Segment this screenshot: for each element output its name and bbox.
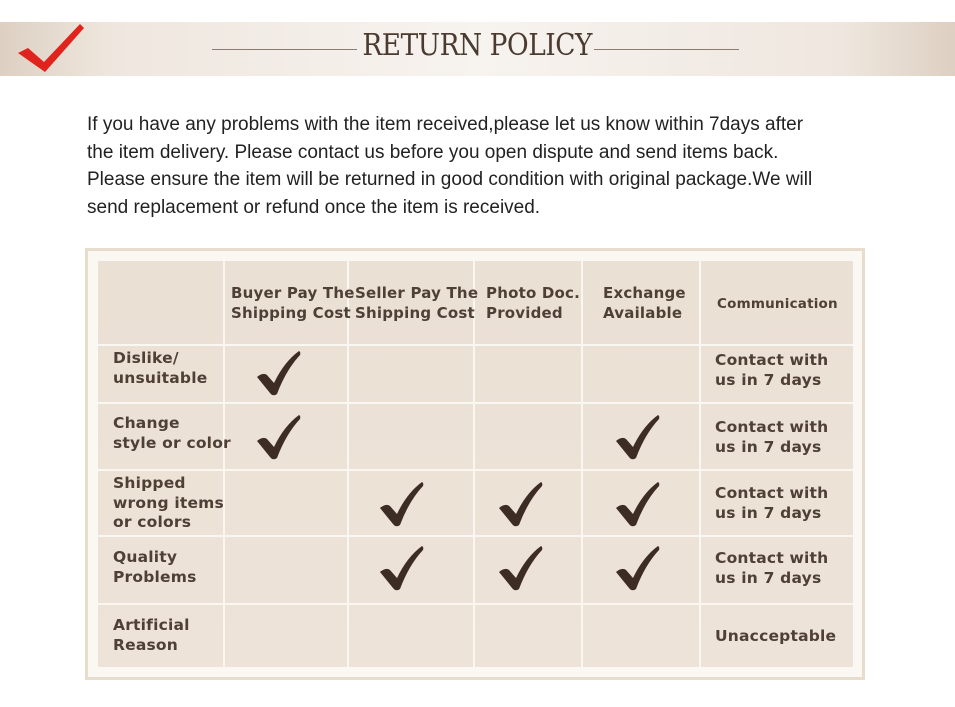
row-communication: Contact with us in 7 days xyxy=(715,351,829,389)
checkmark-icon xyxy=(255,414,305,464)
row-divider xyxy=(98,535,853,537)
row-label-artificial: Artificial Reason xyxy=(113,616,190,654)
checkmark-icon xyxy=(614,545,664,595)
row-communication: Contact with us in 7 days xyxy=(715,418,829,456)
column-divider xyxy=(223,261,225,667)
row-divider xyxy=(98,603,853,605)
row-label-dislike: Dislike/ unsuitable xyxy=(113,349,208,387)
row-label-quality: Quality Problems xyxy=(113,548,197,586)
column-header-communication: Communication xyxy=(717,296,838,312)
column-divider xyxy=(699,261,701,667)
column-header-seller-pay-shipping: Seller Pay The Shipping Cost xyxy=(355,284,479,322)
column-divider xyxy=(581,261,583,667)
checkmark-icon xyxy=(614,414,664,464)
intro-paragraph: If you have any problems with the item received,please let us know within 7days after the item delivery. Please contact us before you open dispute and send items back. Please ensure the item will be returned in good condition with original package.We will send replacement or refund once the item is received. xyxy=(87,114,813,219)
column-header-buyer-pay-shipping: Buyer Pay The Shipping Cost xyxy=(231,284,355,322)
row-label-change-style: Change style or color xyxy=(113,414,231,452)
checkmark-icon xyxy=(378,545,428,595)
row-communication: Contact with us in 7 days xyxy=(715,484,829,522)
row-divider xyxy=(98,469,853,471)
page-title: RETURN POLICY xyxy=(362,28,593,63)
row-divider xyxy=(98,344,853,346)
row-label-wrong-items: Shipped wrong items or colors xyxy=(113,474,224,531)
title-banner xyxy=(0,22,955,76)
row-communication: Unacceptable xyxy=(715,627,837,645)
row-divider xyxy=(98,402,853,404)
checkmark-icon xyxy=(255,350,305,400)
row-communication: Contact with us in 7 days xyxy=(715,549,829,587)
checkmark-icon xyxy=(378,481,428,531)
column-header-exchange: Exchange Available xyxy=(603,284,686,322)
checkmark-icon xyxy=(497,545,547,595)
column-header-photo-doc: Photo Doc. Provided xyxy=(486,284,581,322)
checkmark-icon xyxy=(614,481,664,531)
checkmark-icon xyxy=(497,481,547,531)
